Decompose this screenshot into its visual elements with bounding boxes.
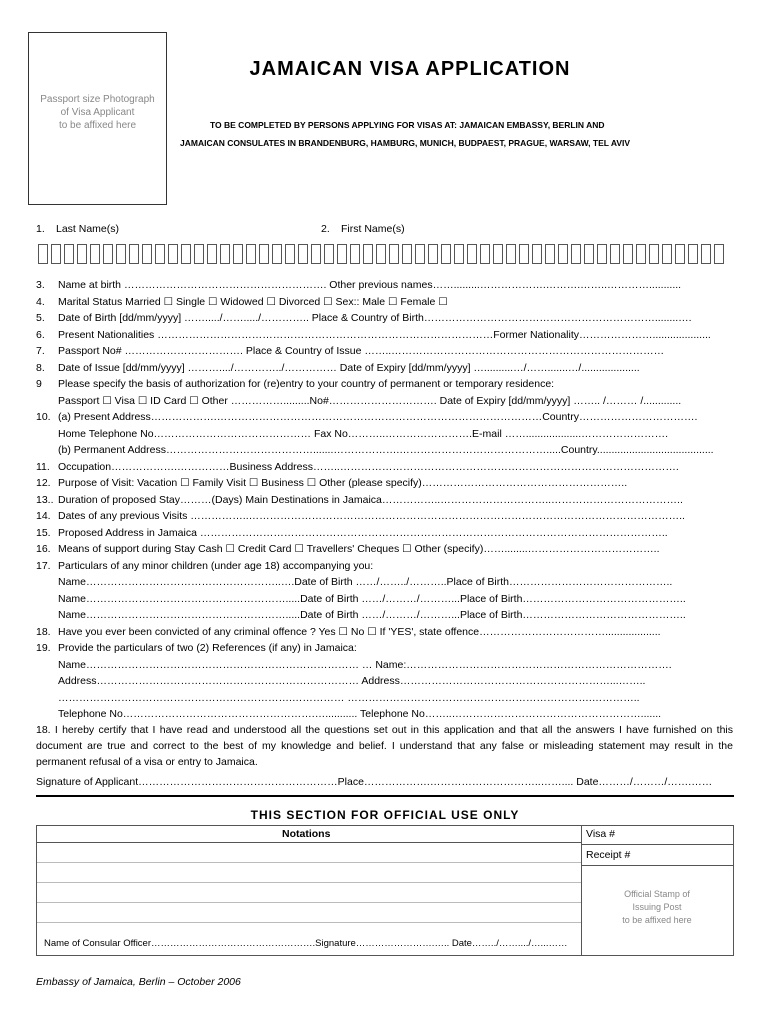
letter-box[interactable] — [298, 244, 308, 264]
photo-caption-line1: Passport size Photograph — [40, 94, 155, 105]
letter-box[interactable] — [337, 244, 347, 264]
letter-box[interactable] — [662, 244, 672, 264]
question-number: 4. — [36, 296, 45, 308]
letter-box[interactable] — [493, 244, 503, 264]
letter-box[interactable] — [454, 244, 464, 264]
question-number: 19. — [36, 642, 51, 654]
stamp-area — [581, 888, 733, 927]
stamp-caption-line2: Issuing Post — [632, 902, 682, 912]
letter-box[interactable] — [480, 244, 490, 264]
letter-box[interactable] — [90, 244, 100, 264]
question-line[interactable]: Name at birth …………………………………………………. Other previous names…….........……………….……….……..…………........... — [58, 279, 682, 291]
question-line[interactable]: Dates of any previous Visits ……………..…………………………………………………………………………………………………………….. — [58, 510, 685, 522]
letter-box[interactable] — [324, 244, 334, 264]
question-line[interactable]: Present Nationalities ……………………………………………………………………………………Former Nationality………………….................... — [58, 329, 711, 341]
letter-box[interactable] — [259, 244, 269, 264]
letter-box[interactable] — [38, 244, 48, 264]
notations-line — [37, 862, 581, 863]
question-line[interactable]: Please specify the basis of authorization for (re)entry to your country of permanent or temporary residence: — [58, 378, 555, 390]
letter-box[interactable] — [428, 244, 438, 264]
signature-line[interactable]: Signature of Applicant…………………………………………………Place……………….…………………………..…….... Date………/………/…….…… — [36, 776, 713, 788]
question-number: 14. — [36, 510, 51, 522]
question-number: 10. — [36, 411, 51, 423]
question-line[interactable]: Passport ☐ Visa ☐ ID Card ☐ Other …………….........No#…………………………. Date of Expiry [dd/mm/yyyy] …….. /……… /............. — [58, 395, 682, 407]
section-divider — [36, 795, 734, 797]
question-line[interactable]: Name………………………………………………..….Date of Birth ……/……../………..Place of Birth……………………………………….. — [58, 576, 673, 588]
question-number: 13.. — [36, 494, 54, 506]
letter-box[interactable] — [220, 244, 230, 264]
first-name-boxes[interactable] — [324, 244, 727, 264]
subheading-line1: TO BE COMPLETED BY PERSONS APPLYING FOR VISAS AT: JAMAICAN EMBASSY, BERLIN AND — [210, 120, 605, 130]
letter-box[interactable] — [506, 244, 516, 264]
photo-placeholder — [28, 32, 167, 205]
letter-box[interactable] — [129, 244, 139, 264]
declaration-text: 18. I hereby certify that I have read and understood all the questions set out in this application and that all the answers I have furnished on this document are true and correct to the best of my knowledge and belief. I understand that any false or misleading statement may result in the permanent refusal of a visa or entry to Jamaica. — [36, 724, 733, 768]
stamp-caption-line1: Official Stamp of — [624, 889, 690, 899]
question-line[interactable]: (b) Permanent Address…………………………………….......……………….…………………………………….....Country........................................ — [58, 444, 714, 456]
question-line[interactable]: Home Telephone No……………………………………… Fax No………..…………………….E-mail ……...................……………………. — [58, 428, 669, 440]
last-name-label: Last Name(s) — [56, 223, 120, 235]
question-number: 6. — [36, 329, 45, 341]
photo-caption-line3: to be affixed here — [58, 120, 137, 131]
question-number: 18. — [36, 626, 51, 638]
question-line[interactable]: Telephone No……………………………………………….…........... Telephone No……..………………………………………………....... — [58, 708, 662, 720]
letter-box[interactable] — [623, 244, 633, 264]
visa-number-label: Visa # — [586, 828, 615, 840]
question-line[interactable]: Have you ever been convicted of any criminal offence ? Yes ☐ No ☐ If 'YES', state offence………………………………................... — [58, 626, 661, 638]
photo-caption-line2: of Visa Applicant — [60, 107, 135, 118]
question-number: 8. — [36, 362, 45, 374]
letter-box[interactable] — [675, 244, 685, 264]
question-line[interactable]: Duration of proposed Stay………(Days) Main Destinations in Jamaica……………..…………………………..……………………………….. — [58, 494, 683, 506]
notations-line — [37, 882, 581, 883]
letter-box[interactable] — [610, 244, 620, 264]
question-line[interactable]: Address………………………………………………………………… Address……………………………………………………...…….. — [58, 675, 646, 687]
letter-box[interactable] — [51, 244, 61, 264]
letter-box[interactable] — [64, 244, 74, 264]
letter-box[interactable] — [155, 244, 165, 264]
notations-header: Notations — [282, 828, 331, 840]
receipt-number-label: Receipt # — [586, 849, 631, 861]
letter-box[interactable] — [545, 244, 555, 264]
notations-line — [37, 902, 581, 903]
question-number: 9 — [36, 378, 42, 390]
letter-box[interactable] — [415, 244, 425, 264]
letter-box[interactable] — [103, 244, 113, 264]
question-number: 7. — [36, 345, 45, 357]
q2-number: 2. — [321, 223, 330, 235]
q1-number: 1. — [36, 223, 45, 235]
question-number: 16. — [36, 543, 51, 555]
last-name-boxes[interactable] — [38, 244, 324, 264]
letter-box[interactable] — [701, 244, 711, 264]
question-line[interactable]: Occupation……………….……………Business Address……..……………………………………………………………………………………. — [58, 461, 679, 473]
question-line[interactable]: Particulars of any minor children (under age 18) accompanying you: — [58, 560, 374, 572]
question-line[interactable]: Name………………………………………………….....Date of Birth ……/………/………...Place of Birth……………………………………….. — [58, 609, 686, 621]
visa-row-line — [581, 844, 733, 845]
letter-box[interactable] — [402, 244, 412, 264]
question-line[interactable]: Means of support during Stay Cash ☐ Credit Card ☐ Travellers' Cheques ☐ Other (specify)……........……………………………….. — [58, 543, 660, 555]
notations-line — [37, 842, 581, 843]
letter-box[interactable] — [363, 244, 373, 264]
letter-box[interactable] — [233, 244, 243, 264]
question-number: 17. — [36, 560, 51, 572]
question-line[interactable]: Marital Status Married ☐ Single ☐ Widowed ☐ Divorced ☐ Sex:: Male ☐ Female ☐ — [58, 296, 448, 308]
letter-box[interactable] — [467, 244, 477, 264]
letter-box[interactable] — [571, 244, 581, 264]
letter-box[interactable] — [389, 244, 399, 264]
first-name-label: First Name(s) — [341, 223, 405, 235]
letter-box[interactable] — [311, 244, 321, 264]
question-line[interactable]: Passport No# ……………………………. Place & Country of Issue ……..…………………………………………………………………… — [58, 345, 665, 357]
question-line[interactable]: ………………………………………………………….…………… …………………………………………………………….………….. — [58, 692, 640, 704]
question-line[interactable]: Name…………………………………………………………………… … Name:…………………………………………………………………. — [58, 659, 672, 671]
question-number: 5. — [36, 312, 45, 324]
letter-box[interactable] — [350, 244, 360, 264]
subheading-line2: JAMAICAN CONSULATES IN BRANDENBURG, HAMBURG, MUNICH, BUDPAEST, PRAGUE, WARSAW, TEL AVIV — [180, 138, 631, 148]
question-line[interactable]: Purpose of Visit: Vacation ☐ Family Visit ☐ Business ☐ Other (please specify)………………………………………………….. — [58, 477, 628, 489]
letter-box[interactable] — [181, 244, 191, 264]
letter-box[interactable] — [246, 244, 256, 264]
letter-box[interactable] — [441, 244, 451, 264]
official-use-table — [36, 825, 734, 956]
letter-box[interactable] — [272, 244, 282, 264]
receipt-row-line — [581, 865, 733, 866]
question-number: 12. — [36, 477, 51, 489]
notations-line — [37, 922, 581, 923]
letter-box[interactable] — [636, 244, 646, 264]
question-line[interactable]: Date of Birth [dd/mm/yyyy] ……...../……...../………….. Place & Country of Birth…………………………………………………………........…. — [58, 312, 692, 324]
question-line[interactable]: Provide the particulars of two (2) References (if any) in Jamaica: — [58, 642, 357, 654]
letter-box[interactable] — [597, 244, 607, 264]
letter-box[interactable] — [77, 244, 87, 264]
question-number: 3. — [36, 279, 45, 291]
question-number: 11. — [36, 461, 50, 473]
letter-box[interactable] — [285, 244, 295, 264]
letter-box[interactable] — [714, 244, 724, 264]
question-line[interactable]: Proposed Address in Jamaica …………………………………………………………………………………………………………………….. — [58, 527, 668, 539]
form-title: JAMAICAN VISA APPLICATION — [249, 58, 571, 80]
question-line[interactable]: Date of Issue [dd/mm/yyyy] ………..../…………../…………… Date of Expiry [dd/mm/yyyy] …..........…/…….......…/.................... — [58, 362, 640, 374]
letter-box[interactable] — [142, 244, 152, 264]
letter-box[interactable] — [532, 244, 542, 264]
question-line[interactable]: Name………………………………………………….....Date of Birth ……/………/………...Place of Birth……………………………………….. — [58, 593, 686, 605]
letter-box[interactable] — [558, 244, 568, 264]
consular-officer-line[interactable]: Name of Consular Officer…………………………………………….Signature…………………….….. Date……../……..../…...…… — [44, 938, 568, 949]
letter-box[interactable] — [649, 244, 659, 264]
letter-box[interactable] — [519, 244, 529, 264]
letter-box[interactable] — [207, 244, 217, 264]
letter-box[interactable] — [376, 244, 386, 264]
stamp-caption-line3: to be affixed here — [622, 915, 692, 925]
letter-box[interactable] — [584, 244, 594, 264]
letter-box[interactable] — [194, 244, 204, 264]
footer-text: Embassy of Jamaica, Berlin – October 2006 — [36, 976, 241, 988]
question-number: 15. — [36, 527, 51, 539]
letter-box[interactable] — [168, 244, 178, 264]
letter-box[interactable] — [688, 244, 698, 264]
question-line[interactable]: (a) Present Address……………….…………………………………………………………………………………Country……………………………. — [58, 411, 698, 423]
official-section-title: THIS SECTION FOR OFFICIAL USE ONLY — [250, 808, 520, 822]
letter-box[interactable] — [116, 244, 126, 264]
